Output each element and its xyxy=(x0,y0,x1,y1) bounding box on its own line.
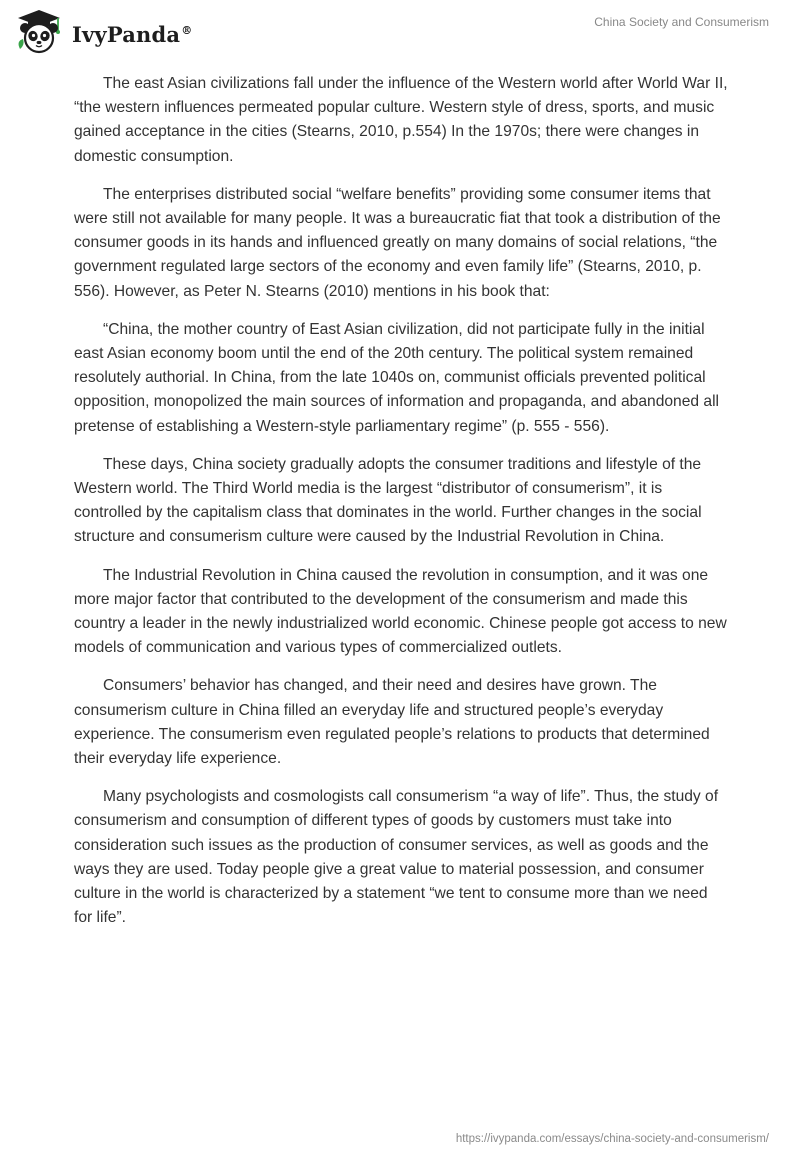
page-header xyxy=(0,0,800,60)
paragraph: These days, China society gradually adopts the consumer traditions and lifestyle of the Western world. The Third World media is the largest “distributor of consumerism”, it is controlled by the capitalism class that dominates in the world. Further changes in the social structure and consumerism culture were caused by the Industrial Revolution in China. xyxy=(74,455,702,546)
paragraph: The east Asian civilizations fall under the influence of the Western world after World War II, “the western influences permeated popular culture. Western style of dress, sports, and music gained acceptance in the cities (Stearns, 2010, p.554) In the 1970s; there were changes in domestic consumption. xyxy=(74,75,728,165)
paragraph: Many psychologists and cosmologists call consumerism “a way of life”. Thus, the study of consumerism and consumption of different types of goods by customers must take into consideration such issues as the production of consumer services, as well as goods and the ways they are used. Today people give a great value to material possession, and consumer culture in the world is characterized by a statement “we tent to consume more than we need for life”. xyxy=(74,788,719,927)
paragraph: The enterprises distributed social “welfare benefits” providing some consumer items that were still not available for many people. It was a bureaucratic fiat that took a distribution of the consumer goods in its hands and influenced greatly on many domains of social relations, “the government regulated large sectors of the economy and even family life” (Stearns, 2010, p. 556). However, as Peter N. Stearns (2010) mentions in his book that: xyxy=(74,185,721,300)
paragraph: The Industrial Revolution in China caused the revolution in consumption, and it was one more major factor that contributed to the development of the consumerism and made this country a leader in the newly industrialized world economic. Chinese people got access to new models of communication and various types of commercialized outlets. xyxy=(74,566,727,657)
brand-name: IvyPanda® xyxy=(72,21,193,47)
source-url-link[interactable]: https://ivypanda.com/essays/china-society-and-consumerism/ xyxy=(455,1133,769,1145)
paragraph: Consumers’ behavior has changed, and their need and desires have grown. The consumerism culture in China filled an everyday life and structured people’s everyday experience. The consumerism even regulated people’s relations to products that determined their everyday life experience. xyxy=(74,677,710,768)
document-title: China Society and Consumerism xyxy=(594,15,769,29)
block-quote-paragraph: “China, the mother country of East Asian civilization, did not participate fully in the initial east Asian economy boom until the end of the 20th century. The political system remained resolutely authorial. In China, from the late 1040s on, communist officials prevented political opposition, monopolized the main sources of information and propaganda, and abandoned all pretense of establishing a Western-style parliamentary regime” (p. 555 - 556). xyxy=(74,320,719,435)
brand-logo[interactable] xyxy=(14,7,192,57)
panda-graduate-logo-icon xyxy=(14,7,64,57)
registered-mark: ® xyxy=(181,23,193,37)
essay-body xyxy=(74,72,730,945)
